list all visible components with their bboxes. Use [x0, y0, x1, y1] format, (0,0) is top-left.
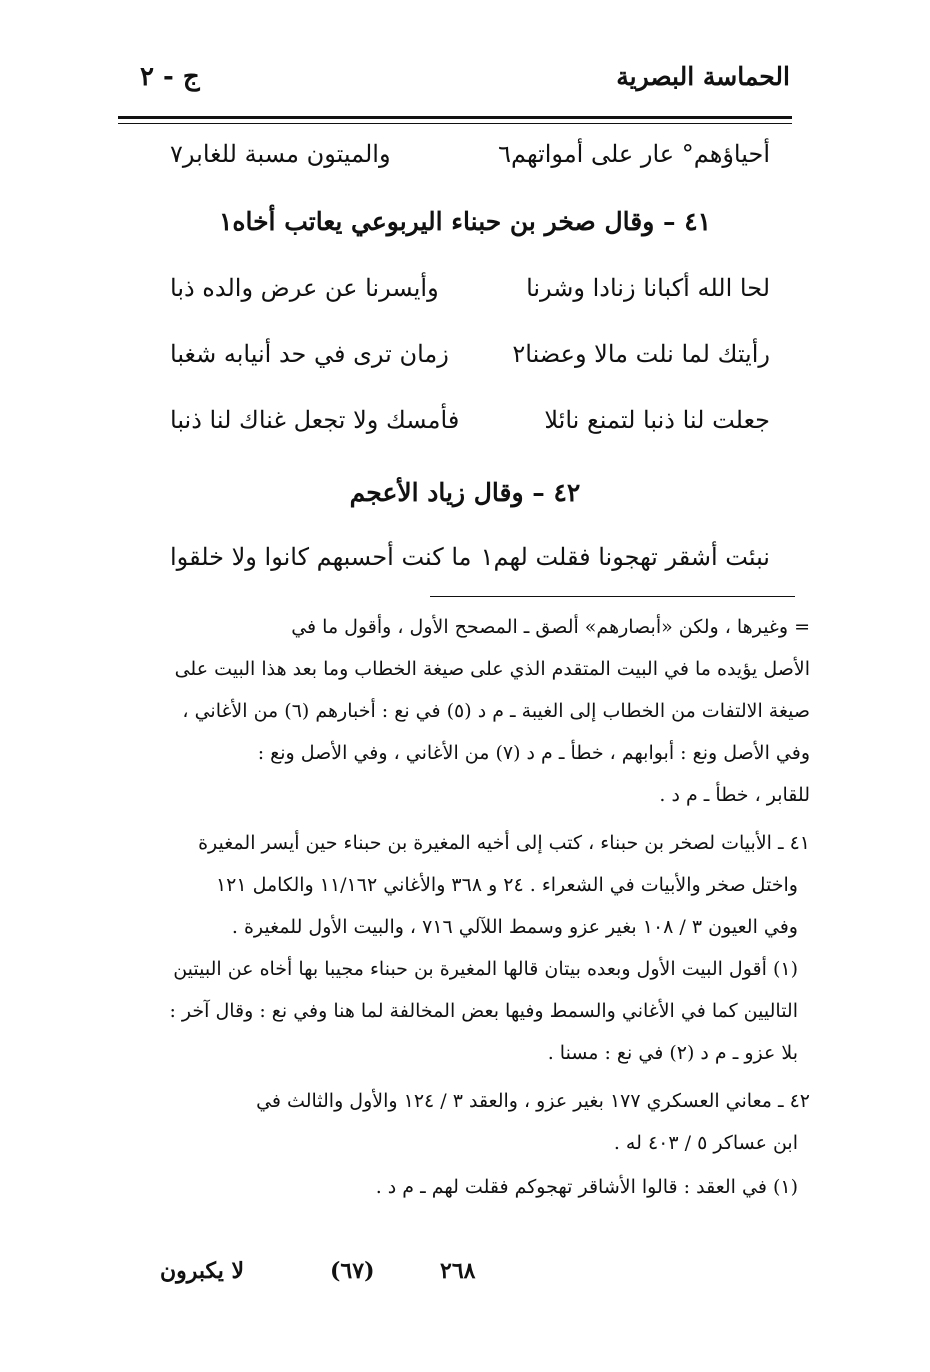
- footnote-line: ٤٢ ـ معاني العسكري ١٧٧ بغير عزو ، والعقد ٣ / ١٢٤ والأول والثالث في: [256, 1090, 810, 1112]
- hemistich-second: ما كنت أحسبهم كانوا ولا خلقوا: [170, 543, 472, 571]
- header-rule-thick: [118, 116, 792, 119]
- footnote-line: الأصل يؤيده ما في البيت المتقدم الذي على صيغة الخطاب وما بعد هذا البيت على: [174, 658, 810, 680]
- verse-line: [170, 400, 770, 440]
- verse-line: [170, 268, 770, 308]
- hemistich-first: لحا الله أكبانا زنادا وشرنا: [526, 274, 770, 302]
- footnote-line: وفي العيون ٣ / ١٠٨ بغير عزو وسمط اللآلي ٧١٦ ، والبيت الأول للمغيرة .: [231, 916, 798, 938]
- hemistich-second: زمان ترى في حد أنيابه شغبا: [170, 340, 449, 368]
- page-number-bracketed: (٦٧): [330, 1258, 375, 1284]
- footnote-line: وفي الأصل ونع : أبوابهم ، خطأ ـ م د (٧) من الأغاني ، وفي الأصل ونع :: [257, 742, 810, 764]
- footnote-separator: [430, 596, 795, 597]
- footnote-line: صيغة الالتفات من الخطاب إلى الغيبة ـ م د (٥) في نع : أخبارهم (٦) من الأغاني ،: [182, 700, 810, 722]
- footnote-line: (١) في العقد : قالوا الأشاقر تهجوكم فقلت لهم ـ م د .: [375, 1176, 798, 1198]
- page-number: ٢٦٨: [440, 1258, 476, 1284]
- hemistich-second: وأيسرنا عن عرض والده ذبا: [170, 274, 439, 302]
- catchword: لا يكبرون: [160, 1258, 245, 1284]
- footnote-line: ٤١ ـ الأبيات لصخر بن حبناء ، كتب إلى أخيه المغيرة بن حبناء حين أيسر المغيرة: [198, 832, 810, 854]
- footnote-line: ابن عساكر ٥ / ٤٠٣ له .: [613, 1132, 798, 1154]
- verse-line: [170, 134, 770, 174]
- footnote-line: التاليين كما في الأغاني والسمط وفيها بعض المخالفة لما هنا وفي نع : وقال آخر :: [169, 1000, 798, 1022]
- volume-number: ج - ٢: [140, 62, 200, 92]
- poem-title-41: ٤١ – وقال صخر بن حبناء اليربوعي يعاتب أخاه١: [218, 207, 712, 236]
- footnote-line: = وغيرها ، ولكن «أبصارهم» ألصق ـ المصحح الأول ، وأقول ما في: [291, 616, 810, 638]
- hemistich-first: نبئت أشقر تهجونا فقلت لهم١: [480, 543, 770, 571]
- hemistich-second: والميتون مسبة للغابر٧: [170, 140, 391, 168]
- footnote-line: (١) أقول البيت الأول وبعده بيتان قالها المغيرة بن حبناء مجيبا بها أخاه عن البيتين: [173, 958, 798, 980]
- verse-line: [170, 537, 770, 577]
- running-header: [140, 62, 790, 104]
- hemistich-first: رأيتك لما نلت مالا وعضنا٢: [512, 340, 770, 368]
- verse-line: [170, 334, 770, 374]
- footnote-line: بلا عزو ـ م د (٢) في نع : مسنا .: [547, 1042, 798, 1064]
- hemistich-second: فأمسك ولا تجعل غناك لنا ذنبا: [170, 406, 460, 434]
- hemistich-first: أحياؤهم° عار على أمواتهم٦: [498, 140, 770, 168]
- footnote-line: للقابر ، خطأ ـ م د .: [659, 784, 810, 806]
- page-footer: [150, 1258, 650, 1298]
- poem-title-42: ٤٢ – وقال زياد الأعجم: [349, 478, 581, 507]
- book-title: الحماسة البصرية: [616, 62, 790, 91]
- footnote-line: واختل صخر والأبيات في الشعراء . ٢٤ و ٣٦٨ والأغاني ١١/١٦٢ والكامل ١٢١: [215, 874, 798, 896]
- header-rule-thin: [118, 123, 792, 124]
- hemistich-first: جعلت لنا ذنبا لتمنع نائلا: [544, 406, 770, 434]
